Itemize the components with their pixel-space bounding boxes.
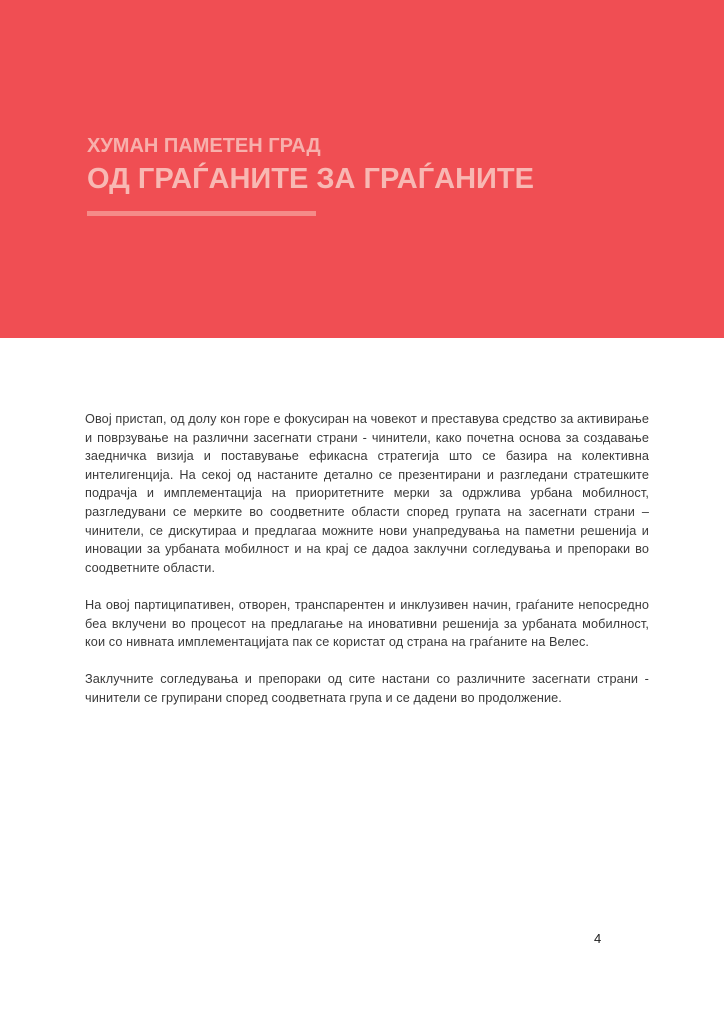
paragraph-approach: Овој пристап, од долу кон горе е фокусиран на човекот и преставува средство за активирање и поврзување на различни засегнати страни - чинители, како почетна основа за создавање заедничка визија и поставување ефикасна стратегија што се базира на колективна интелигенција. На секој од настаните детално се презентирани и разгледани стратешките подрачја и имплементација на приоритетните мерки за одржлива урбана мобилност, разгледувани се мерките во соодветните области според групата на засегнати страни – чинители, се дискутираа и предлагаа можните нови унапредувања на паметни решенија и иновации за урбаната мобилност и на крај се дадоа заклучни согледувања и препораки во соодветните области. [85, 412, 649, 575]
paragraph-participation: На овој партиципативен, отворен, транспарентен и инклузивен начин, граѓаните непосредно беа вклучени во процесот на предлагање на иновативни решенија за урбаната мобилност, кои со нивната имплементацијата пак се користат од страна на граѓаните на Велес. [85, 597, 649, 650]
page-number: 4 [594, 931, 602, 946]
page-title: ОД ГРАЃАНИТЕ ЗА ГРАЃАНИТЕ [87, 163, 534, 195]
paragraph-conclusions: Заклучните согледувања и препораки од сите настани со различните засегнати страни - чинители се групирани според соодветната група и се дадени во продолжение. [85, 672, 649, 705]
section-kicker: ХУМАН ПАМЕТЕН ГРАД [87, 135, 321, 157]
header-band [0, 0, 724, 338]
title-underline [87, 211, 316, 216]
body-text [85, 410, 649, 708]
